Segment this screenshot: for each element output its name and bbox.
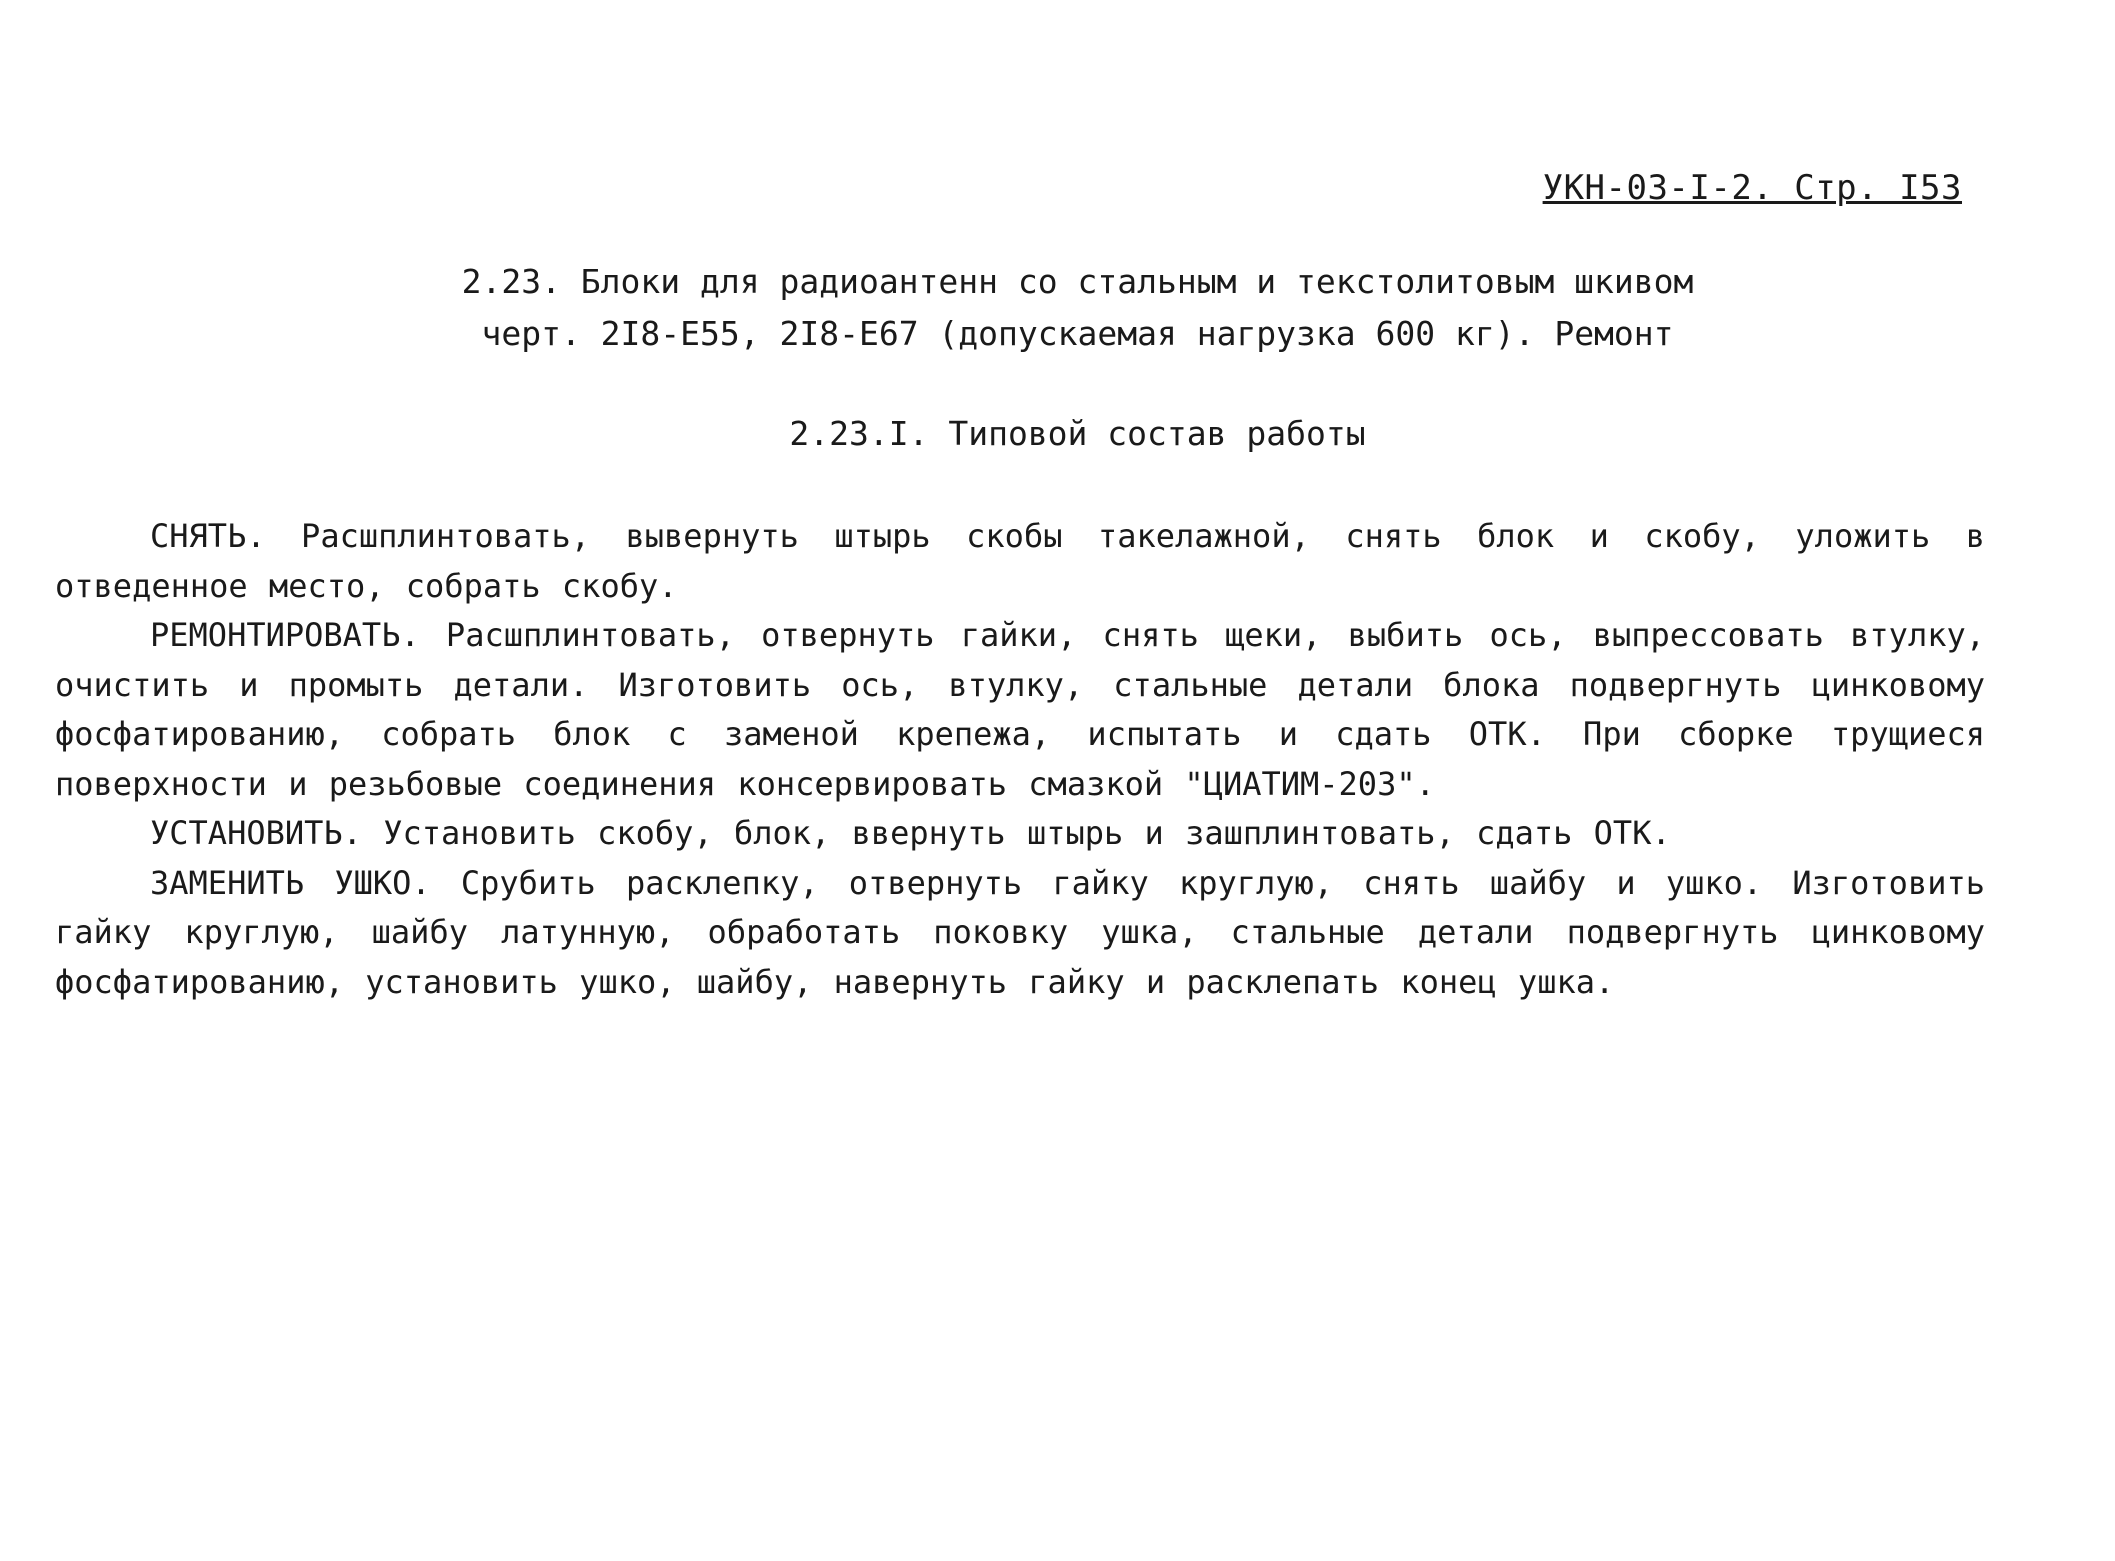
work-description: [55, 512, 1985, 1007]
document-title-line-2: черт. 2I8-Е55, 2I8-Е67 (допускаемая нагрузка 600 кг). Ремонт: [481, 314, 1674, 353]
paragraph-repair: [55, 611, 1985, 809]
paragraph-remove: [55, 512, 1985, 611]
paragraph-keyword: РЕМОНТИРОВАТЬ.: [150, 616, 420, 654]
paragraph-install: [55, 809, 1985, 859]
paragraph-keyword: СНЯТЬ.: [150, 517, 266, 555]
paragraph-keyword: УСТАНОВИТЬ.: [150, 814, 362, 852]
page-reference: УКН-03-I-2. Стр. I53: [1542, 168, 1962, 208]
section-heading: 2.23.I. Типовой состав работы: [789, 414, 1366, 453]
paragraph-text: Установить скобу, блок, ввернуть штырь и зашплинтовать, сдать ОТК.: [361, 814, 1671, 852]
paragraph-text: Срубить расклепку, отвернуть гайку круглую, снять шайбу и ушко. Изготовить гайку круглую, шайбу латунную, обработать поковку ушка, стальные детали подвергнуть цинковому фосфатированию, установить ушко, шайбу, навернуть гайку и расклепать конец ушка.: [55, 863, 1986, 1001]
document-title-line-1: 2.23. Блоки для радиоантенн со стальным и текстолитовым шкивом: [461, 262, 1694, 301]
paragraph-text: Расшплинтовать, отвернуть гайки, снять щеки, выбить ось, выпрессовать втулку, очистить и промыть детали. Изготовить ось, втулку, стальные детали блока подвергнуть цинковому фосфатированию, собрать блок с заменой крепежа, испытать и сдать ОТК. При сборке трущиеся поверхности и резьбовые соединения консервировать смазкой "ЦИАТИМ-203".: [55, 616, 1985, 803]
paragraph-text: Расшплинтовать, вывернуть штырь скобы такелажной, снять блок и скобу, уложить в отведенное место, собрать скобу.: [55, 517, 1985, 605]
paragraph-keyword: ЗАМЕНИТЬ УШКО.: [150, 863, 431, 902]
paragraph-replace-eye: [55, 859, 1985, 1008]
